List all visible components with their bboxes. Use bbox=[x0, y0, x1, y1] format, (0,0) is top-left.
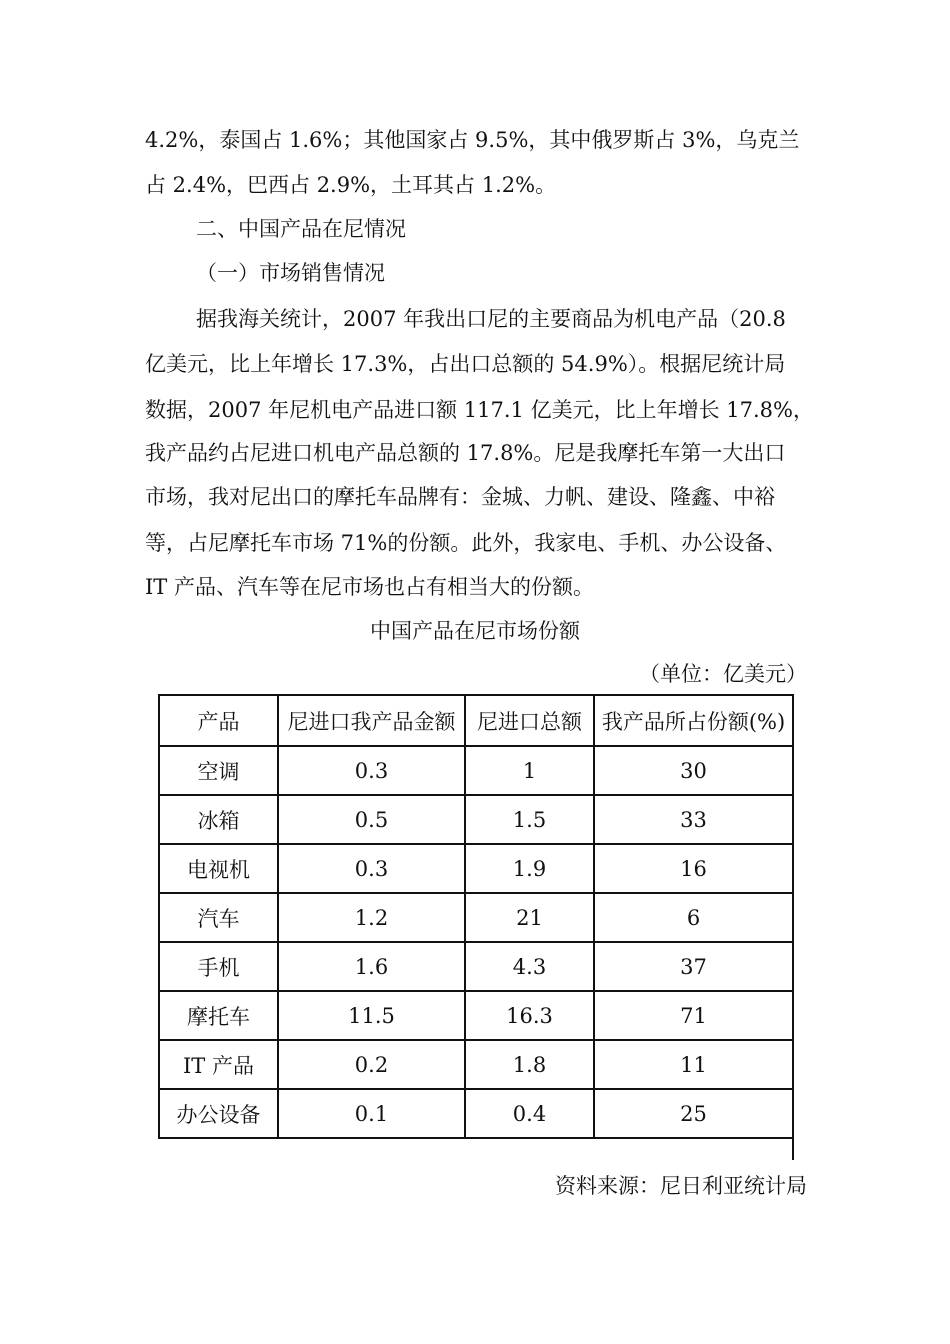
cell-total-import: 1.5 bbox=[465, 795, 594, 844]
cell-import-from-china: 1.2 bbox=[278, 893, 465, 942]
paragraph-line: 数据，2007 年尼机电产品进口额 117.1 亿美元，比上年增长 17.8%， bbox=[145, 398, 814, 422]
cell-import-from-china: 0.5 bbox=[278, 795, 465, 844]
column-header-share: 我产品所占份额(%) bbox=[594, 695, 793, 746]
paragraph-line: 占 2.4%，巴西占 2.9%，土耳其占 1.2%。 bbox=[145, 173, 557, 197]
table-row bbox=[159, 942, 793, 991]
cell-total-import: 1.9 bbox=[465, 844, 594, 893]
cell-total-import: 0.4 bbox=[465, 1089, 594, 1138]
paragraph-line: 亿美元，比上年增长 17.3%，占出口总额的 54.9%）。根据尼统计局 bbox=[145, 352, 786, 376]
cell-product: IT 产品 bbox=[159, 1040, 278, 1089]
table-row bbox=[159, 893, 793, 942]
cell-total-import: 16.3 bbox=[465, 991, 594, 1040]
cell-import-from-china: 11.5 bbox=[278, 991, 465, 1040]
cell-product: 冰箱 bbox=[159, 795, 278, 844]
table-row bbox=[159, 746, 793, 795]
table-unit-note: （单位：亿美元） bbox=[639, 662, 807, 686]
subsection-heading: （一）市场销售情况 bbox=[196, 261, 385, 285]
cell-import-from-china: 0.3 bbox=[278, 844, 465, 893]
cell-total-import: 1.8 bbox=[465, 1040, 594, 1089]
cell-total-import: 4.3 bbox=[465, 942, 594, 991]
cell-product: 电视机 bbox=[159, 844, 278, 893]
cell-import-from-china: 0.1 bbox=[278, 1089, 465, 1138]
paragraph-line: 据我海关统计，2007 年我出口尼的主要商品为机电产品（20.8 bbox=[196, 307, 786, 331]
section-heading: 二、中国产品在尼情况 bbox=[196, 217, 406, 241]
paragraph-line: 等，占尼摩托车市场 71%的份额。此外，我家电、手机、办公设备、 bbox=[145, 531, 787, 555]
cell-total-import: 21 bbox=[465, 893, 594, 942]
cell-share: 30 bbox=[594, 746, 793, 795]
table-row bbox=[159, 1089, 793, 1138]
cell-product: 手机 bbox=[159, 942, 278, 991]
column-header-total-import: 尼进口总额 bbox=[465, 695, 594, 746]
cell-product: 摩托车 bbox=[159, 991, 278, 1040]
data-source-note: 资料来源：尼日利亚统计局 bbox=[555, 1174, 807, 1198]
table-header-row bbox=[159, 695, 793, 746]
cell-share: 16 bbox=[594, 844, 793, 893]
table-row bbox=[159, 844, 793, 893]
cell-import-from-china: 0.2 bbox=[278, 1040, 465, 1089]
cell-product: 办公设备 bbox=[159, 1089, 278, 1138]
cell-total-import: 1 bbox=[465, 746, 594, 795]
table-row bbox=[159, 795, 793, 844]
market-share-table bbox=[158, 694, 794, 1139]
paragraph-line: IT 产品、汽车等在尼市场也占有相当大的份额。 bbox=[145, 575, 594, 599]
column-header-import-from-china: 尼进口我产品金额 bbox=[278, 695, 465, 746]
cell-share: 71 bbox=[594, 991, 793, 1040]
paragraph-line: 4.2%，泰国占 1.6%；其他国家占 9.5%，其中俄罗斯占 3%，乌克兰 bbox=[145, 128, 800, 152]
cell-share: 25 bbox=[594, 1089, 793, 1138]
cell-import-from-china: 0.3 bbox=[278, 746, 465, 795]
cell-product: 空调 bbox=[159, 746, 278, 795]
cell-share: 37 bbox=[594, 942, 793, 991]
column-header-product: 产品 bbox=[159, 695, 278, 746]
table-row bbox=[159, 1040, 793, 1089]
cell-share: 33 bbox=[594, 795, 793, 844]
table-row bbox=[159, 991, 793, 1040]
table-caption: 中国产品在尼市场份额 bbox=[370, 619, 580, 643]
paragraph-line: 我产品约占尼进口机电产品总额的 17.8%。尼是我摩托车第一大出口 bbox=[145, 441, 786, 465]
table-right-rule bbox=[792, 694, 794, 1160]
cell-product: 汽车 bbox=[159, 893, 278, 942]
cell-share: 11 bbox=[594, 1040, 793, 1089]
paragraph-line: 市场，我对尼出口的摩托车品牌有：金城、力帆、建设、隆鑫、中裕 bbox=[145, 485, 775, 509]
cell-import-from-china: 1.6 bbox=[278, 942, 465, 991]
cell-share: 6 bbox=[594, 893, 793, 942]
